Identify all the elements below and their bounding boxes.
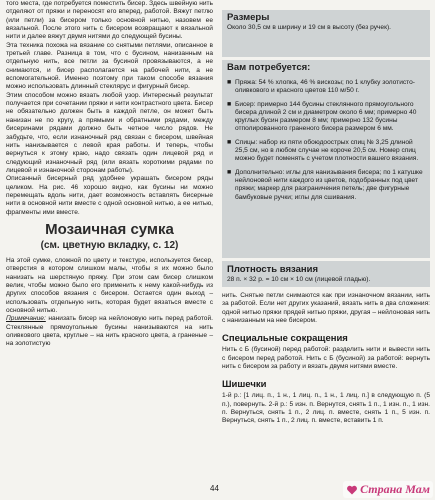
materials-item: ■ Бисер: примерно 144 бусины стеклянного прямоугольного бисера длиной 2 см и диаметром около 6 мм; примерно 40 круглых бусин размером 8 мм; примерно 132 бусины отполированного граненого бисера размером 6 мм. [227, 100, 417, 133]
site-watermark [343, 481, 433, 498]
scheme-text: 1-й р.: [1 лиц. п., 1 н., 1 лиц. п., 1 н., 1 лиц. п.] в следующую п. (5 п.), повернуть. 2-й р.: 5 изн. п. Вернутся, снять 1 п., 1 изн. п., 1 изн. п. Вернуться, снять 1 п., 2 лиц. п. вместе, снять 1 п., 5 изн. п. Вернуться, снять 1 п., 2 лиц. п. вместе, вставить 1 п. [222, 392, 430, 425]
bullet-icon: ■ [227, 100, 232, 108]
body-paragraph: На этой сумке, сложной по цвету и текстуре, используется бисер, отверстия в котором слишком малы, чтобы я их можно было нанизать на шерстяную пряжу. При этом сам бисер слишком велик, чтобы можно было его применить к нему какой-нибудь из других способов вязания с бисером. Остается один выход – использовать отдельную нить, которая будет вязаться вместе с основной нитью. [6, 256, 213, 314]
bullet-icon: ■ [227, 168, 232, 176]
size-text: Около 30,5 см в ширину и 19 см в высоту (без ручек). [227, 24, 392, 31]
page-number: 44 [210, 484, 219, 493]
section-title: Мозаичная сумка [45, 220, 174, 238]
density-title: Плотность вязания [227, 264, 319, 275]
intro-paragraph-1: того места, где потребуется поместить бисер. Здесь швейную нить отделяют от пряжи и переносят его вперед, работой. Вяжут петлю (или петли) за бисером только основной нитью, назовем ее вязальной. После этого нить с бисером возвращают к вязальной нити и далее вяжут двумя нитями до следующей бусины. [6, 0, 213, 41]
bullet-icon: ■ [227, 79, 232, 86]
density-text: 28 п. × 32 р. = 10 см × 10 см (лицевой гладью). [227, 276, 371, 283]
note-label: Примечание: [6, 315, 46, 323]
note-text: нанизать бисер на нейлоновую нить перед работой. Стеклянные прямоугольные бусины нанизываются на нить оливкового цвета, круглые – на нить красного цвета, а граненые – на золотистую [6, 315, 213, 348]
intro-paragraph-3: Этим способом можно вязать любой узор. Интересный результат получается при сочетании пряжи и нити контрастного цвета. Бисер не обязательно должен быть в каждой петле, он может быть нанизан не по кругу, а прямыми и обратными рядами, между бисеринами рядами должно быть четное число рядов. Не забудьте, что, если изнаночный ряд связан с бисером, швейная нить нанизывается с левой края работы. И теперь, чтобы вернуться к этому краю, надо связать один лицевой ряд и следующий изнаночный ряд (или вязать короткими рядами по лицевой и изнаночной сторонам работы). [6, 91, 213, 174]
abbreviations-text: Нить с Б (бусиной) перед работой: разделить нити и вывести нить с бисером перед работой. Нить с Б (бусиной) за работой: вернуть нить с бисером за работу и вязать двумя нитями вместе. [222, 346, 430, 371]
intro-paragraph-4: Описанный бисерный ряд удобнее украшать бисером ряды целиком. На рис. 46 хорошо видно, как бусины ни можно перемещать вдоль нити, дает возможность вставлять бисерные нити в основной нити вместе с одной основной нитью, а ее нитью, фрагменты ими вместе. [6, 175, 213, 216]
continued-paragraph: нить. Снятые петли снимаются как при изнаночном вязании, нить за работой. Если нет других указаний, вязать нить в два сложения: одной нитью пряжи прядей нитью пряжи, другая – нейлоновая нить с нанизанным на нее бисером. [222, 292, 430, 325]
heart-logo-icon [346, 484, 358, 496]
size-title: Размеры [227, 12, 270, 23]
density-panel [222, 261, 430, 287]
abbreviations-title: Специальные сокращения [222, 333, 348, 345]
materials-item: ■ Пряжа: 54 % хлопка, 46 % вискозы; по 1 клубку золотисто-оливкового и красного цветов 110 м/50 г. [227, 79, 415, 95]
materials-item: ■ Спицы: набор из пяти обоюдоострых спиц № 3,25 длиной 25,5 см, но в любом случае не короче 20,5 см. Номер спиц можно будет поменять с учетом плотности вашего вязания. [227, 138, 419, 163]
size-panel [222, 10, 430, 57]
section-subtitle: (см. цветную вкладку, с. 12) [40, 239, 179, 251]
scheme-title: Шишечки [222, 379, 267, 391]
watermark-text: Страна Мам [360, 482, 430, 496]
materials-panel [222, 60, 430, 258]
right-lower-text [222, 292, 430, 426]
intro-paragraph-2: Эта техника похожа на вязание со снятыми петлями, описанное в третьей главе. Разница в том, что с бусином, нанизанным на отдельную нить, все петли за бусиной провязываются, а не снимаются, и бисер располагается на рабочей нити, а не вспомогательной. Именно поэтому при таком способе вязания можно использовать длинный стеклярус и фигурный бисер. [6, 41, 213, 91]
note-paragraph [6, 315, 213, 348]
left-column [6, 0, 213, 349]
materials-title: Вам потребуется: [227, 62, 311, 73]
bullet-icon: ■ [227, 138, 232, 146]
materials-item: ■ Дополнительно: иглы для нанизывания бисера; по 1 катушке нейлоновой нити каждого из цветов, подобранных под цвет пряжи; маркер для разграничения петель; две фигурные бамбуковые ручки; иглы для сшивания. [227, 168, 423, 201]
